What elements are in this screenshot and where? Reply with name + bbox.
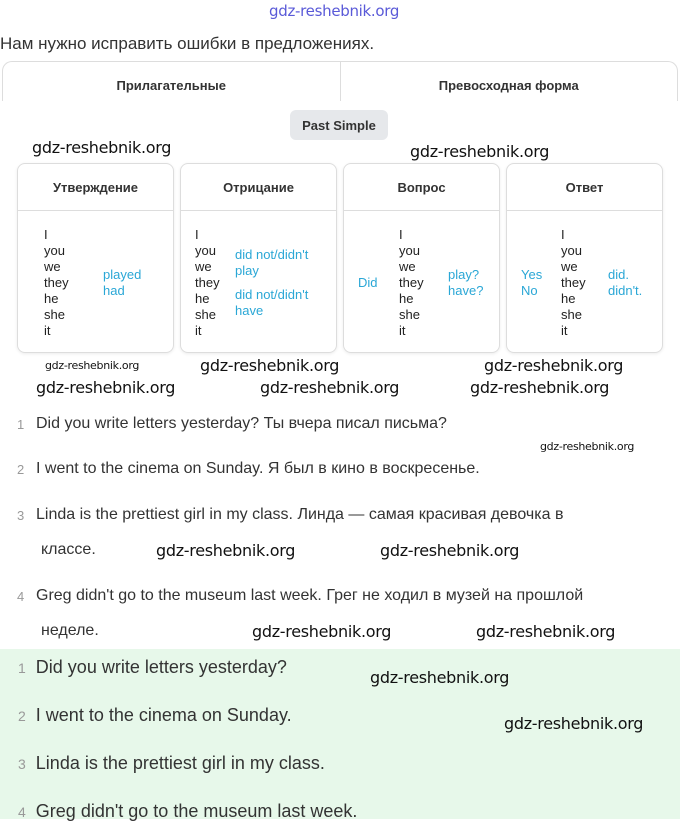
pronoun: it	[195, 323, 202, 338]
card-negative	[180, 163, 337, 353]
watermark: gdz-reshebnik.org	[504, 714, 644, 733]
watermark: gdz-reshebnik.org	[32, 138, 172, 157]
pronoun: she	[195, 307, 216, 322]
pronoun: they	[44, 275, 69, 290]
verb-form: played	[103, 267, 142, 282]
watermark: gdz-reshebnik.org	[476, 622, 616, 641]
intro-text: Нам нужно исправить ошибки в предложениях.	[0, 34, 375, 53]
past-simple-button[interactable]: Past Simple	[290, 110, 388, 140]
pronoun: he	[561, 291, 576, 306]
pronoun: I	[561, 227, 565, 242]
tab-bar	[2, 61, 678, 101]
item-number: 2	[17, 462, 25, 477]
answer-text: Greg didn't go to the museum last week.	[35, 801, 358, 821]
verb-forms	[103, 267, 141, 299]
sentence-continuation: неделе.	[41, 622, 99, 639]
pronoun: you	[44, 243, 65, 258]
card-title: Отрицание	[181, 164, 336, 211]
item-number: 3	[17, 508, 25, 523]
auxiliary-verb: Did	[358, 275, 378, 290]
pronoun: we	[44, 259, 61, 274]
pronoun: she	[561, 307, 582, 322]
watermark: gdz-reshebnik.org	[540, 440, 635, 453]
watermark: gdz-reshebnik.org	[260, 378, 400, 397]
verb-form: have	[235, 303, 264, 318]
sentence-continuation: классе.	[41, 541, 96, 558]
watermark: gdz-reshebnik.org	[484, 356, 624, 375]
tab-adjectives[interactable]: Прилагательные	[116, 78, 226, 93]
watermark: gdz-reshebnik.org	[370, 668, 510, 687]
verb-form: have?	[448, 283, 484, 298]
answer-text: I went to the cinema on Sunday.	[35, 705, 292, 725]
pronoun: he	[399, 291, 414, 306]
item-number: 1	[18, 660, 26, 676]
pronoun: she	[44, 307, 65, 322]
verb-form: had	[103, 283, 125, 298]
answer-item	[18, 705, 292, 726]
pronoun: they	[399, 275, 424, 290]
verb-form: play	[235, 263, 259, 278]
card-title: Вопрос	[344, 164, 499, 211]
verb-form: did not/didn't	[235, 247, 309, 262]
pronoun-list	[195, 227, 220, 339]
pronoun: it	[561, 323, 568, 338]
pronoun: you	[561, 243, 582, 258]
card-affirmative	[17, 163, 174, 353]
answer-words	[521, 267, 542, 299]
item-number: 2	[18, 708, 26, 724]
verb-forms	[608, 267, 642, 299]
verb-form: play?	[448, 267, 480, 282]
pronoun: we	[399, 259, 416, 274]
answer-word: Yes	[521, 267, 543, 282]
pronoun: they	[195, 275, 220, 290]
pronoun: she	[399, 307, 420, 322]
sentence: Linda is the prettiest girl in my class. Линда — самая красивая девочка в	[36, 506, 564, 523]
card-title: Ответ	[507, 164, 662, 211]
pronoun: he	[44, 291, 59, 306]
verb-forms	[235, 247, 308, 319]
sentence: I went to the cinema on Sunday. Я был в кино в воскресенье.	[36, 460, 480, 477]
answers-panel	[0, 649, 680, 819]
pronoun: it	[399, 323, 406, 338]
watermark: gdz-reshebnik.org	[380, 541, 520, 560]
pronoun: we	[561, 259, 578, 274]
item-number: 1	[17, 417, 25, 432]
watermark: gdz-reshebnik.org	[45, 359, 140, 372]
item-number: 4	[18, 804, 26, 820]
pronoun-list	[399, 227, 424, 339]
pronoun: I	[44, 227, 48, 242]
watermark: gdz-reshebnik.org	[269, 2, 400, 20]
answer-item	[18, 753, 325, 774]
pronoun: I	[399, 227, 403, 242]
item-number: 4	[17, 589, 25, 604]
answer-item	[18, 657, 287, 678]
watermark: gdz-reshebnik.org	[36, 378, 176, 397]
item-number: 3	[18, 756, 26, 772]
answer-text: Did you write letters yesterday?	[35, 657, 287, 677]
verb-form: did.	[608, 267, 629, 282]
pronoun-list	[44, 227, 69, 339]
watermark: gdz-reshebnik.org	[156, 541, 296, 560]
answer-text: Linda is the prettiest girl in my class.	[35, 753, 325, 773]
watermark: gdz-reshebnik.org	[410, 142, 550, 161]
pronoun: it	[44, 323, 51, 338]
sentence: Did you write letters yesterday? Ты вчера писал письма?	[36, 415, 447, 432]
watermark: gdz-reshebnik.org	[470, 378, 610, 397]
tab-superlative[interactable]: Превосходная форма	[340, 62, 678, 101]
verb-forms	[448, 267, 483, 299]
answer-word: No	[521, 283, 538, 298]
watermark: gdz-reshebnik.org	[252, 622, 392, 641]
pronoun: we	[195, 259, 212, 274]
card-answer	[506, 163, 663, 353]
pronoun: they	[561, 275, 586, 290]
pronoun: you	[195, 243, 216, 258]
watermark: gdz-reshebnik.org	[200, 356, 340, 375]
sentence: Greg didn't go to the museum last week. Грег не ходил в музей на прошлой	[36, 587, 584, 604]
pronoun: he	[195, 291, 210, 306]
pronoun-list	[561, 227, 586, 339]
verb-form: didn't.	[608, 283, 643, 298]
card-question	[343, 163, 500, 353]
pronoun: you	[399, 243, 420, 258]
card-title: Утверждение	[18, 164, 173, 211]
verb-form: did not/didn't	[235, 287, 309, 302]
pronoun: I	[195, 227, 199, 242]
